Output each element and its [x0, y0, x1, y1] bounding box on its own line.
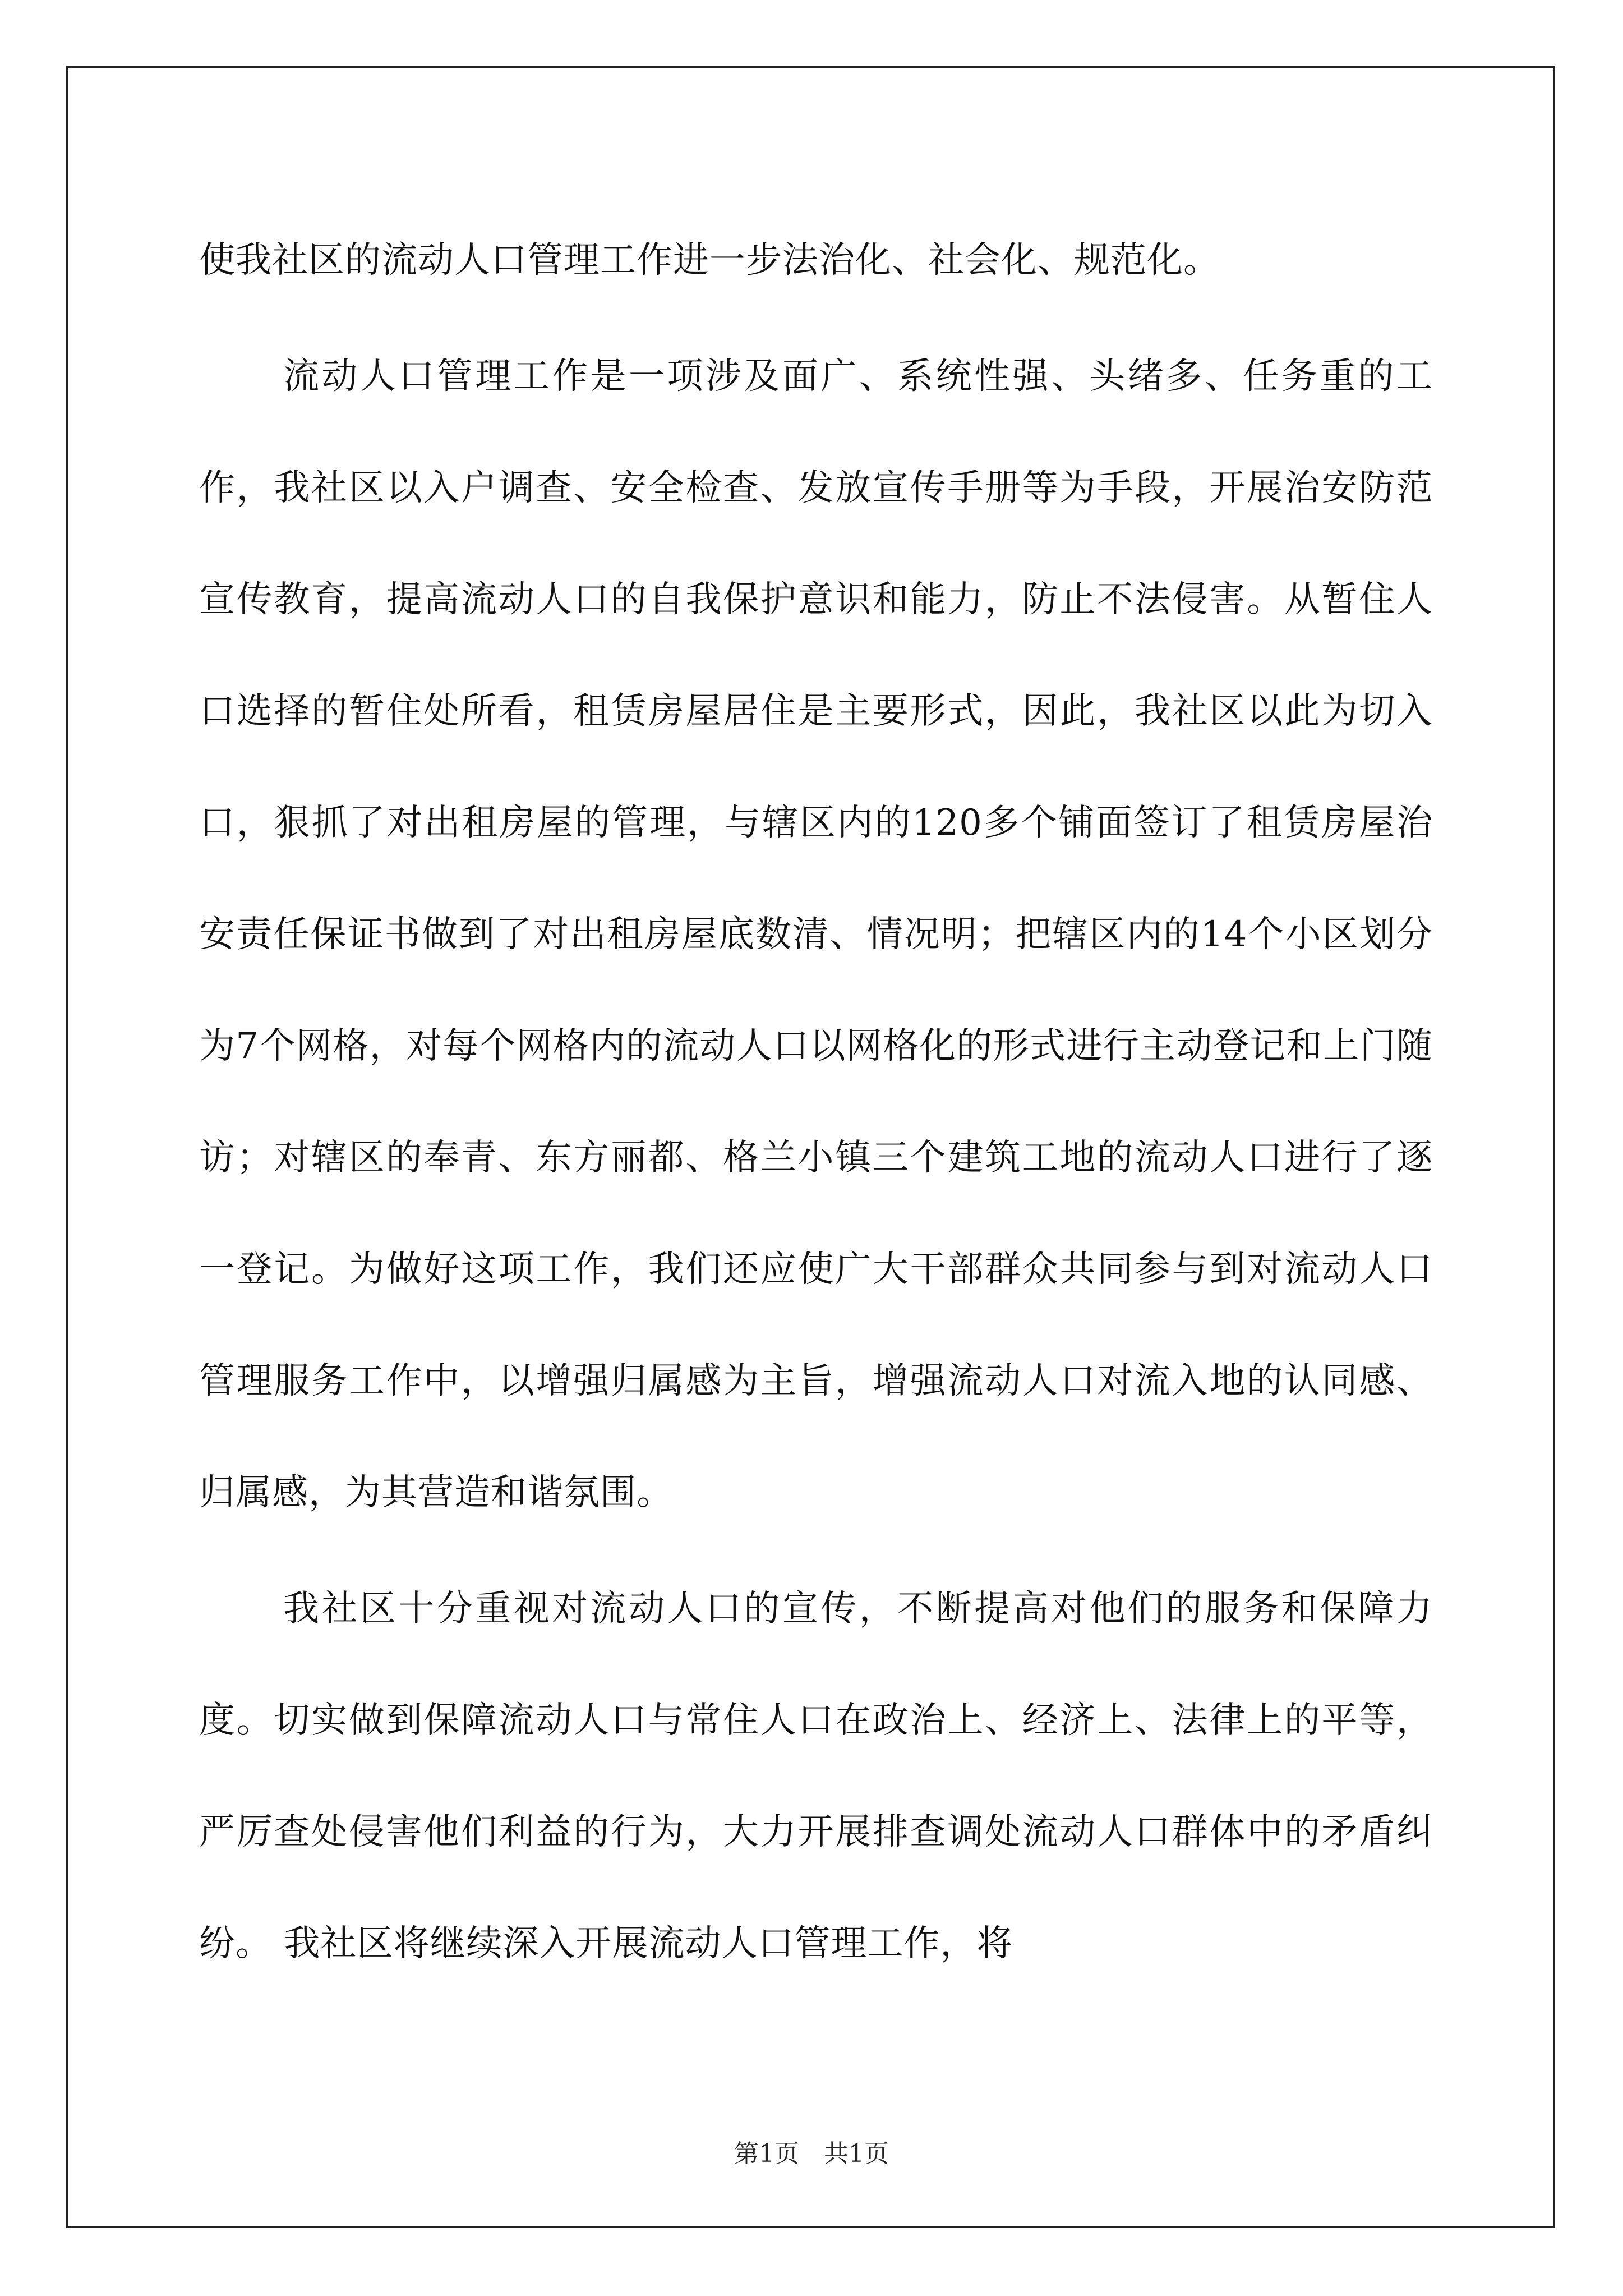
page-footer: 第1页 共1页	[734, 2139, 889, 2168]
paragraph-publicity-service: 我社区十分重视对流动人口的宣传，不断提高对他们的服务和保障力度。切实做到保障流动人口与常住人口在政治上、经济上、法律上的平等，严厉查处侵害他们利益的行为，大力开展排查调处流动人口群体中的矛盾纠纷。 我社区将继续深入开展流动人口管理工作，将	[199, 1588, 1433, 1964]
paragraph-continuation: 使我社区的流动人口管理工作进一步法治化、社会化、规范化。	[199, 240, 1220, 281]
document-body	[199, 205, 1433, 2000]
paragraph-management-work: 流动人口管理工作是一项涉及面广、系统性强、头绪多、任务重的工作，我社区以入户调查、安全检查、发放宣传手册等为手段，开展治安防范宣传教育，提高流动人口的自我保护意识和能力，防止不法侵害。从暂住人口选择的暂住处所看，租赁房屋居住是主要形式，因此，我社区以此为切入口，狠抓了对出租房屋的管理，与辖区内的120多个铺面签订了租赁房屋治安责任保证书做到了对出租房屋底数清、情况明；把辖区内的14个小区划分为7个网格，对每个网格内的流动人口以网格化的形式进行主动登记和上门随访；对辖区的奉青、东方丽都、格兰小镇三个建筑工地的流动人口进行了逐一登记。为做好这项工作，我们还应使广大干部群众共同参与到对流动人口管理服务工作中，以增强归属感为主旨，增强流动人口对流入地的认同感、归属感，为其营造和谐氛围。	[199, 356, 1433, 1513]
